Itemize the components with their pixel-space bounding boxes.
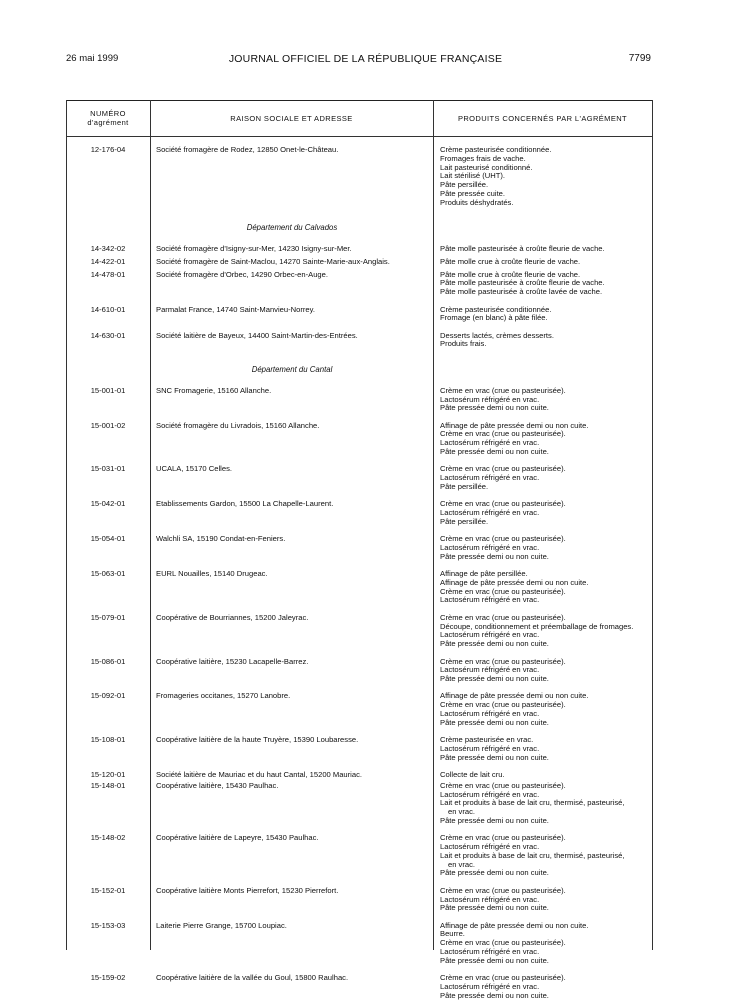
company-name-address: Société fromagère de Saint-Maclou, 14270 Sainte-Marie-aux-Anglais. bbox=[156, 256, 390, 266]
product-item: Pâte molle pasteurisée à croûte fleurie de vache. bbox=[440, 244, 605, 254]
approval-number: 15-031-01 bbox=[90, 464, 126, 474]
company-name-address: Laiterie Pierre Grange, 15700 Loupiac. bbox=[156, 920, 287, 930]
approval-number: 15-054-01 bbox=[90, 534, 126, 544]
product-item: Lactosérum réfrigéré en vrac. bbox=[440, 743, 540, 753]
product-item: Crème en vrac (crue ou pasteurisée). bbox=[440, 885, 566, 895]
company-name-address: Parmalat France, 14740 Saint-Manvieu-Norrey. bbox=[156, 304, 315, 314]
product-item: Pâte pressée demi ou non cuite. bbox=[440, 447, 549, 457]
approval-number: 15-042-01 bbox=[90, 499, 126, 509]
approval-number: 15-148-02 bbox=[90, 833, 126, 843]
product-item: Crème pasteurisée en vrac. bbox=[440, 735, 534, 745]
approval-number: 15-159-02 bbox=[90, 973, 126, 983]
company-name-address: EURL Nouailles, 15140 Drugeac. bbox=[156, 569, 268, 579]
column-header-number-line1: NUMÉRO bbox=[90, 109, 126, 118]
approval-number: 15-001-02 bbox=[90, 420, 126, 430]
product-item: Fromage (en blanc) à pâte filée. bbox=[440, 313, 548, 323]
approval-number: 15-153-03 bbox=[90, 920, 126, 930]
product-item: Affinage de pâte pressée demi ou non cuite. bbox=[440, 420, 589, 430]
products-list bbox=[440, 570, 652, 605]
product-item: Pâte pressée demi ou non cuite. bbox=[440, 674, 549, 684]
product-item: Affinage de pâte pressée demi ou non cuite. bbox=[440, 691, 589, 701]
company-name-address: Société laitière de Bayeux, 14400 Saint-Martin-des-Entrées. bbox=[156, 330, 358, 340]
product-item: Pâte molle pasteurisée à croûte fleurie de vache. bbox=[440, 278, 605, 288]
column-header-name: RAISON SOCIALE ET ADRESSE bbox=[230, 113, 353, 123]
approval-number: 14-610-01 bbox=[90, 304, 126, 314]
products-list bbox=[440, 887, 652, 913]
products-list bbox=[440, 245, 652, 254]
company-name-address: UCALA, 15170 Celles. bbox=[156, 464, 232, 474]
products-list bbox=[440, 306, 652, 324]
product-item: Crème en vrac (crue ou pasteurisée). bbox=[440, 534, 566, 544]
table-left-border bbox=[66, 100, 67, 950]
products-list bbox=[440, 500, 652, 526]
product-item: Pâte pressée demi ou non cuite. bbox=[440, 717, 549, 727]
product-item: Lait pasteurisé conditionné. bbox=[440, 162, 533, 172]
approval-number: 15-086-01 bbox=[90, 656, 126, 666]
product-item: Crème en vrac (crue ou pasteurisée). bbox=[440, 973, 566, 983]
column-header-number bbox=[66, 100, 150, 136]
product-item: Crème en vrac (crue ou pasteurisée). bbox=[440, 938, 566, 948]
approval-number: 14-478-01 bbox=[90, 269, 126, 279]
approval-number: 15-120-01 bbox=[90, 770, 126, 779]
product-item: Lactosérum réfrigéré en vrac. bbox=[440, 508, 540, 518]
product-item: Lait et produits à base de lait cru, thermisé, pasteurisé, bbox=[440, 798, 625, 808]
approval-number: 15-063-01 bbox=[90, 569, 126, 579]
product-item: Collecte de lait cru. bbox=[440, 770, 505, 779]
approval-number: 15-148-01 bbox=[90, 780, 126, 790]
product-item: Fromages frais de vache. bbox=[440, 153, 526, 163]
product-item: Lactosérum réfrigéré en vrac. bbox=[440, 473, 540, 483]
product-item: Pâte pressée demi ou non cuite. bbox=[440, 639, 549, 649]
header-divider bbox=[66, 136, 652, 137]
products-list bbox=[440, 465, 652, 491]
product-item: Pâte molle crue à croûte fleurie de vache. bbox=[440, 256, 581, 266]
product-item: Pâte pressée demi ou non cuite. bbox=[440, 752, 549, 762]
approval-number: 12-176-04 bbox=[90, 145, 126, 154]
company-name-address: Coopérative laitière, 15430 Paulhac. bbox=[156, 780, 279, 790]
products-list bbox=[440, 146, 652, 208]
approval-number: 15-001-01 bbox=[90, 385, 126, 395]
product-item: Crème en vrac (crue ou pasteurisée). bbox=[440, 700, 566, 710]
product-item: Pâte persillée. bbox=[440, 481, 489, 491]
products-list bbox=[440, 258, 652, 267]
company-name-address: Coopérative laitière Monts Pierrefort, 15230 Pierrefort. bbox=[156, 885, 339, 895]
department-heading: Département du Calvados bbox=[246, 223, 338, 233]
product-item: Lait et produits à base de lait cru, thermisé, pasteurisé, bbox=[440, 850, 625, 860]
department-heading: Département du Cantal bbox=[251, 364, 333, 374]
company-name-address: Société fromagère d'Orbec, 14290 Orbec-en-Auge. bbox=[156, 269, 328, 279]
header-date: 26 mai 1999 bbox=[66, 53, 119, 64]
product-item: Pâte persillée. bbox=[440, 516, 489, 526]
product-item: Lactosérum réfrigéré en vrac. bbox=[440, 665, 540, 675]
product-item: Pâte molle crue à croûte fleurie de vache. bbox=[440, 269, 581, 279]
product-item: Crème en vrac (crue ou pasteurisée). bbox=[440, 499, 566, 509]
column-header-products: PRODUITS CONCERNÉS PAR L'AGRÉMENT bbox=[457, 113, 628, 123]
product-item: Crème pasteurisée conditionnée. bbox=[440, 145, 552, 154]
company-name-address: Société fromagère de Rodez, 12850 Onet-le-Château. bbox=[156, 145, 339, 154]
product-item: Pâte pressée demi ou non cuite. bbox=[440, 551, 549, 561]
product-item: Pâte pressée demi ou non cuite. bbox=[440, 403, 549, 413]
product-item: Crème en vrac (crue ou pasteurisée). bbox=[440, 656, 566, 666]
product-item: Pâte persillée. bbox=[440, 180, 489, 190]
product-item: Lactosérum réfrigéré en vrac. bbox=[440, 789, 540, 799]
company-name-address: Société laitière de Mauriac et du haut Cantal, 15200 Mauriac. bbox=[156, 770, 362, 779]
company-name-address: Société fromagère du Livradois, 15160 Allanche. bbox=[156, 420, 320, 430]
column-header-number-line2: d'agrément bbox=[87, 118, 129, 127]
product-item: Affinage de pâte persillée. bbox=[440, 569, 528, 579]
products-list bbox=[440, 834, 652, 878]
products-list bbox=[440, 535, 652, 561]
company-name-address: Etablissements Gardon, 15500 La Chapelle-Laurent. bbox=[156, 499, 334, 509]
product-item: Crème en vrac (crue ou pasteurisée). bbox=[440, 586, 566, 596]
product-item: Lactosérum réfrigéré en vrac. bbox=[440, 438, 540, 448]
product-item: en vrac. bbox=[448, 859, 476, 869]
product-item: Lactosérum réfrigéré en vrac. bbox=[440, 842, 540, 852]
product-item: Lactosérum réfrigéré en vrac. bbox=[440, 542, 540, 552]
approval-number: 15-092-01 bbox=[90, 691, 126, 701]
products-list bbox=[440, 974, 652, 1000]
product-item: Lactosérum réfrigéré en vrac. bbox=[440, 894, 540, 904]
company-name-address: Coopérative de Bourriannes, 15200 Jaleyrac. bbox=[156, 612, 309, 622]
products-list bbox=[440, 422, 652, 457]
company-name-address: Coopérative laitière de la haute Truyère, 15390 Loubaresse. bbox=[156, 735, 359, 745]
product-item: Lactosérum réfrigéré en vrac. bbox=[440, 394, 540, 404]
product-item: Crème en vrac (crue ou pasteurisée). bbox=[440, 833, 566, 843]
product-item: Crème en vrac (crue ou pasteurisée). bbox=[440, 612, 566, 622]
products-list bbox=[440, 782, 652, 826]
table-right-border bbox=[652, 100, 653, 950]
product-item: Pâte molle pasteurisée à croûte lavée de vache. bbox=[440, 287, 603, 297]
company-name-address: Fromageries occitanes, 15270 Lanobre. bbox=[156, 691, 291, 701]
approval-number: 15-079-01 bbox=[90, 612, 126, 622]
approval-number: 14-630-01 bbox=[90, 330, 126, 340]
product-item: en vrac. bbox=[448, 807, 476, 817]
product-item: Desserts lactés, crèmes desserts. bbox=[440, 330, 554, 340]
company-name-address: Société fromagère d'Isigny-sur-Mer, 14230 Isigny-sur-Mer. bbox=[156, 244, 352, 254]
products-list bbox=[440, 771, 652, 780]
product-item: Découpe, conditionnement et préemballage de fromages. bbox=[440, 621, 634, 631]
company-name-address: Coopérative laitière, 15230 Lacapelle-Barrez. bbox=[156, 656, 309, 666]
product-item: Crème en vrac (crue ou pasteurisée). bbox=[440, 429, 566, 439]
products-list bbox=[440, 922, 652, 966]
page-number: 7799 bbox=[628, 53, 651, 64]
products-list bbox=[440, 692, 652, 727]
products-list bbox=[440, 658, 652, 684]
product-item: Pâte pressée demi ou non cuite. bbox=[440, 990, 549, 1000]
product-item: Lactosérum réfrigéré en vrac. bbox=[440, 947, 540, 957]
product-item: Produits frais. bbox=[440, 339, 487, 349]
company-name-address: SNC Fromagerie, 15160 Allanche. bbox=[156, 385, 272, 395]
product-item: Crème pasteurisée conditionnée. bbox=[440, 304, 552, 314]
product-item: Lait stérilisé (UHT). bbox=[440, 171, 505, 181]
approval-number: 14-342-02 bbox=[90, 244, 126, 254]
products-list bbox=[440, 736, 652, 762]
products-list bbox=[440, 614, 652, 649]
product-item: Produits déshydratés. bbox=[440, 197, 514, 207]
approval-number: 15-152-01 bbox=[90, 885, 126, 895]
product-item: Crème en vrac (crue ou pasteurisée). bbox=[440, 385, 566, 395]
product-item: Lactosérum réfrigéré en vrac. bbox=[440, 630, 540, 640]
product-item: Lactosérum réfrigéré en vrac. bbox=[440, 981, 540, 991]
company-name-address: Walchli SA, 15190 Condat-en-Feniers. bbox=[156, 534, 286, 544]
product-item: Lactosérum réfrigéré en vrac. bbox=[440, 708, 540, 718]
products-list bbox=[440, 332, 652, 350]
product-item: Pâte pressée demi ou non cuite. bbox=[440, 868, 549, 878]
products-list bbox=[440, 387, 652, 413]
product-item: Crème en vrac (crue ou pasteurisée). bbox=[440, 780, 566, 790]
product-item: Pâte pressée demi ou non cuite. bbox=[440, 815, 549, 825]
product-item: Affinage de pâte pressée demi ou non cuite. bbox=[440, 577, 589, 587]
product-item: Beurre. bbox=[440, 929, 465, 939]
journal-title: JOURNAL OFFICIEL DE LA RÉPUBLIQUE FRANÇAISE bbox=[228, 53, 503, 65]
approval-number: 14-422-01 bbox=[90, 256, 126, 266]
product-item: Pâte pressée demi ou non cuite. bbox=[440, 903, 549, 913]
product-item: Lactosérum réfrigéré en vrac. bbox=[440, 595, 540, 605]
company-name-address: Coopérative laitière de la vallée du Goul, 15800 Raulhac. bbox=[156, 973, 349, 983]
products-list bbox=[440, 271, 652, 297]
product-item: Affinage de pâte pressée demi ou non cuite. bbox=[440, 920, 589, 930]
product-item: Crème en vrac (crue ou pasteurisée). bbox=[440, 464, 566, 474]
company-name-address: Coopérative laitière de Lapeyre, 15430 Paulhac. bbox=[156, 833, 319, 843]
product-item: Pâte pressée cuite. bbox=[440, 188, 506, 198]
approval-number: 15-108-01 bbox=[90, 735, 126, 745]
product-item: Pâte pressée demi ou non cuite. bbox=[440, 955, 549, 965]
